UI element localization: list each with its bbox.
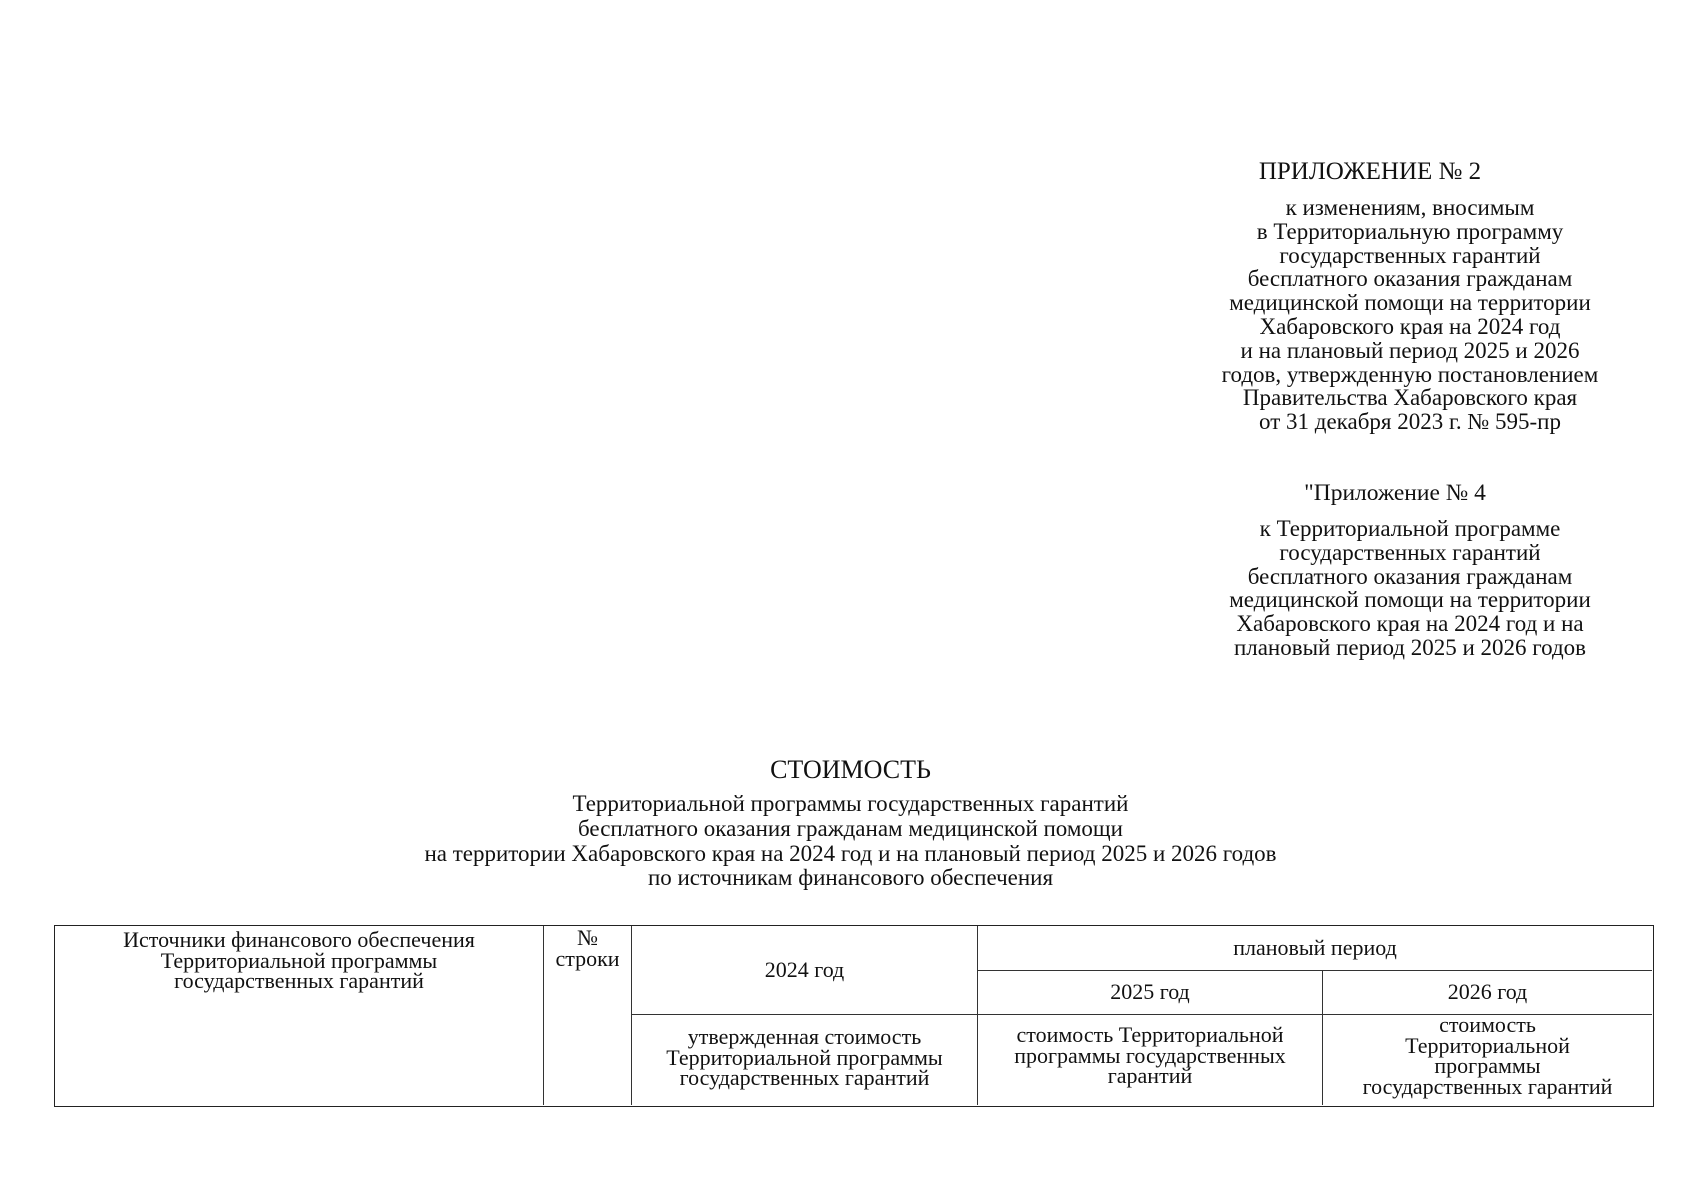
header-funding-sources <box>55 926 544 1105</box>
annex-line: к Территориальной программе <box>1259 516 1561 541</box>
amendment-line: бесплатного оказания гражданам <box>1247 266 1573 292</box>
header-line: № <box>577 925 598 950</box>
subtitle-line: бесплатного оказания гражданам медицинской помощи <box>578 815 1123 841</box>
header-line: Территориальной программы <box>160 947 438 973</box>
document-title: СТОИМОСТЬ <box>770 755 931 784</box>
annex-line: государственных гарантий <box>1279 539 1541 565</box>
header-year-2026 <box>1323 971 1652 1015</box>
header-line: государственных гарантий <box>174 968 424 993</box>
header-year-2024 <box>632 926 978 1015</box>
header-line: стоимость <box>1439 1012 1536 1037</box>
header-line: Территориальной <box>1405 1032 1570 1058</box>
header-year-2025 <box>978 971 1323 1015</box>
header-cost-2025 <box>978 1015 1323 1105</box>
annex-line: плановый период 2025 и 2026 годов <box>1233 634 1587 660</box>
header-line: гарантий <box>1107 1063 1193 1088</box>
header-line: программы <box>1434 1053 1541 1078</box>
header-line: Источники финансового обеспечения <box>123 927 475 952</box>
header-line: 2024 год <box>764 956 845 982</box>
header-cost-2026 <box>1323 1012 1652 1105</box>
cost-table <box>54 925 1654 1107</box>
subtitle-line: на территории Хабаровского края на 2024 год и на плановый период 2025 и 2026 годов <box>424 840 1277 866</box>
annex-line: бесплатного оказания гражданам <box>1247 563 1573 589</box>
document-subtitle <box>0 792 1701 891</box>
amendment-line: Хабаровского края на 2024 год <box>1259 313 1561 339</box>
header-line: 2026 год <box>1447 979 1528 1005</box>
amendment-line: к изменениям, вносимым <box>1285 195 1535 220</box>
subtitle-line: Территориальной программы государственных гарантий <box>572 791 1129 816</box>
subtitle-line: по источникам финансового обеспечения <box>647 865 1054 891</box>
annex-reference <box>1150 517 1670 660</box>
header-line: государственных гарантий <box>679 1065 930 1090</box>
header-line: утвержденная стоимость <box>687 1024 922 1049</box>
header-line: 2025 год <box>1110 979 1190 1005</box>
amendment-line: в Территориальную программу <box>1256 218 1564 244</box>
header-line: стоимость Территориальной <box>1016 1022 1284 1047</box>
header-row-number <box>544 926 632 1105</box>
amendment-line: государственных гарантий <box>1279 242 1541 268</box>
amendment-line: от 31 декабря 2023 г. № 595-пр <box>1259 409 1561 435</box>
annex-heading: "Приложение № 4 <box>1304 480 1486 506</box>
amendment-line: медицинской помощи на территории <box>1229 290 1591 316</box>
header-line: государственных гарантий <box>1362 1073 1613 1099</box>
header-planned-period <box>978 926 1652 971</box>
annex-line: медицинской помощи на территории <box>1229 587 1591 613</box>
header-line: строки <box>555 945 620 971</box>
annex-line: Хабаровского края на 2024 год и на <box>1236 611 1584 637</box>
amendment-line: Правительства Хабаровского края <box>1242 385 1578 411</box>
header-line: Территориальной программы <box>666 1044 943 1070</box>
amendment-reference <box>1150 196 1670 434</box>
appendix-heading: ПРИЛОЖЕНИЕ № 2 <box>1258 158 1482 185</box>
header-cost-2024 <box>632 1015 978 1105</box>
amendment-line: и на плановый период 2025 и 2026 <box>1240 337 1580 363</box>
amendment-line: годов, утвержденную постановлением <box>1221 361 1599 387</box>
header-line: плановый период <box>1233 934 1397 960</box>
header-line: программы государственных <box>1014 1042 1286 1068</box>
